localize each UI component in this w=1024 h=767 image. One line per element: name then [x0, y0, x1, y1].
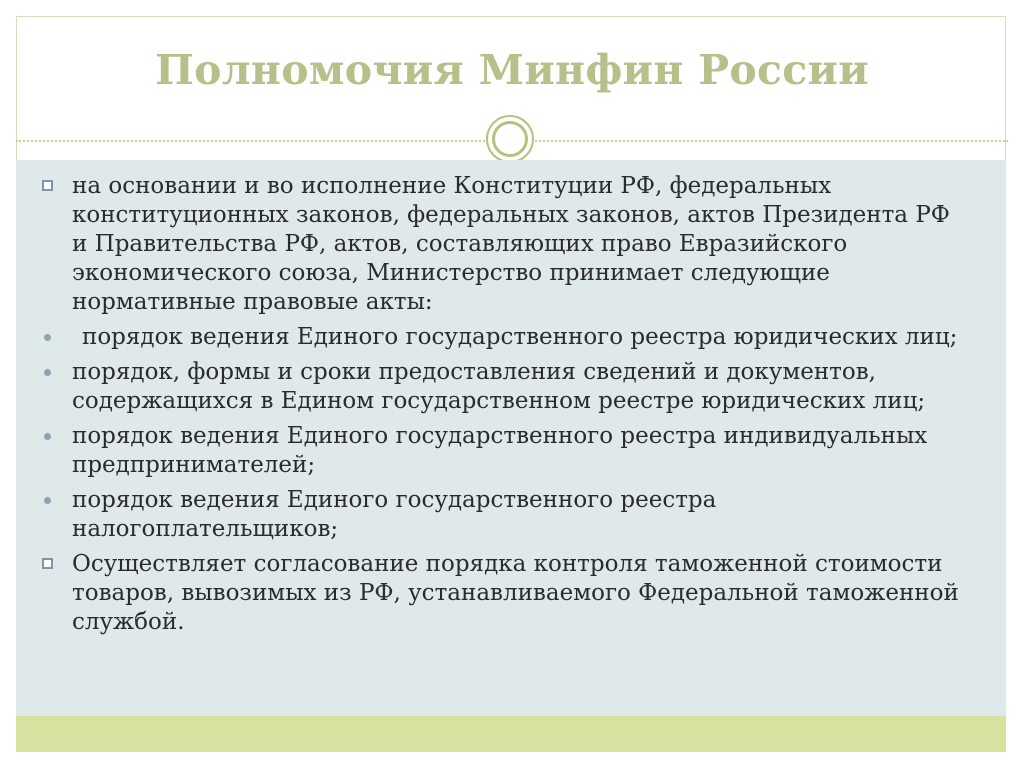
list-item-text: на основании и во исполнение Конституции РФ, федеральных конституционных законов, федеральных законов, актов Президента РФ и Правительства РФ, актов, составляющих право Евразийского экономического союза, Министерство принимает следующие нормативные правовые акты: [72, 173, 950, 315]
list-item [42, 550, 972, 637]
bullet-list [42, 172, 972, 643]
bottom-band [16, 716, 1006, 752]
list-item [42, 358, 972, 416]
square-bullet-icon [42, 558, 53, 569]
dot-bullet-icon [44, 433, 51, 440]
list-item [42, 323, 972, 352]
list-item [42, 486, 972, 544]
list-item-text: порядок ведения Единого государственного реестра налогоплательщиков; [72, 487, 717, 542]
circle-ornament-icon [486, 115, 534, 163]
list-item-text: порядок ведения Единого государственного реестра индивидуальных предпринимателей; [72, 423, 928, 478]
circle-ornament-inner [492, 121, 528, 157]
list-item-text: порядок ведения Единого государственного реестра юридических лиц; [82, 324, 958, 350]
list-item [42, 172, 972, 317]
list-item-text: Осуществляет согласование порядка контроля таможенной стоимости товаров, вывозимых из РФ, устанавливаемого Федеральной таможенной службой. [72, 551, 959, 635]
dot-bullet-icon [44, 369, 51, 376]
list-item [42, 422, 972, 480]
square-bullet-icon [42, 180, 53, 191]
list-item-text: порядок, формы и сроки предоставления сведений и документов, содержащихся в Едином государственном реестре юридических лиц; [72, 359, 926, 414]
dot-bullet-icon [44, 497, 51, 504]
dot-bullet-icon [44, 334, 51, 341]
slide-title: Полномочия Минфин России [155, 46, 869, 94]
